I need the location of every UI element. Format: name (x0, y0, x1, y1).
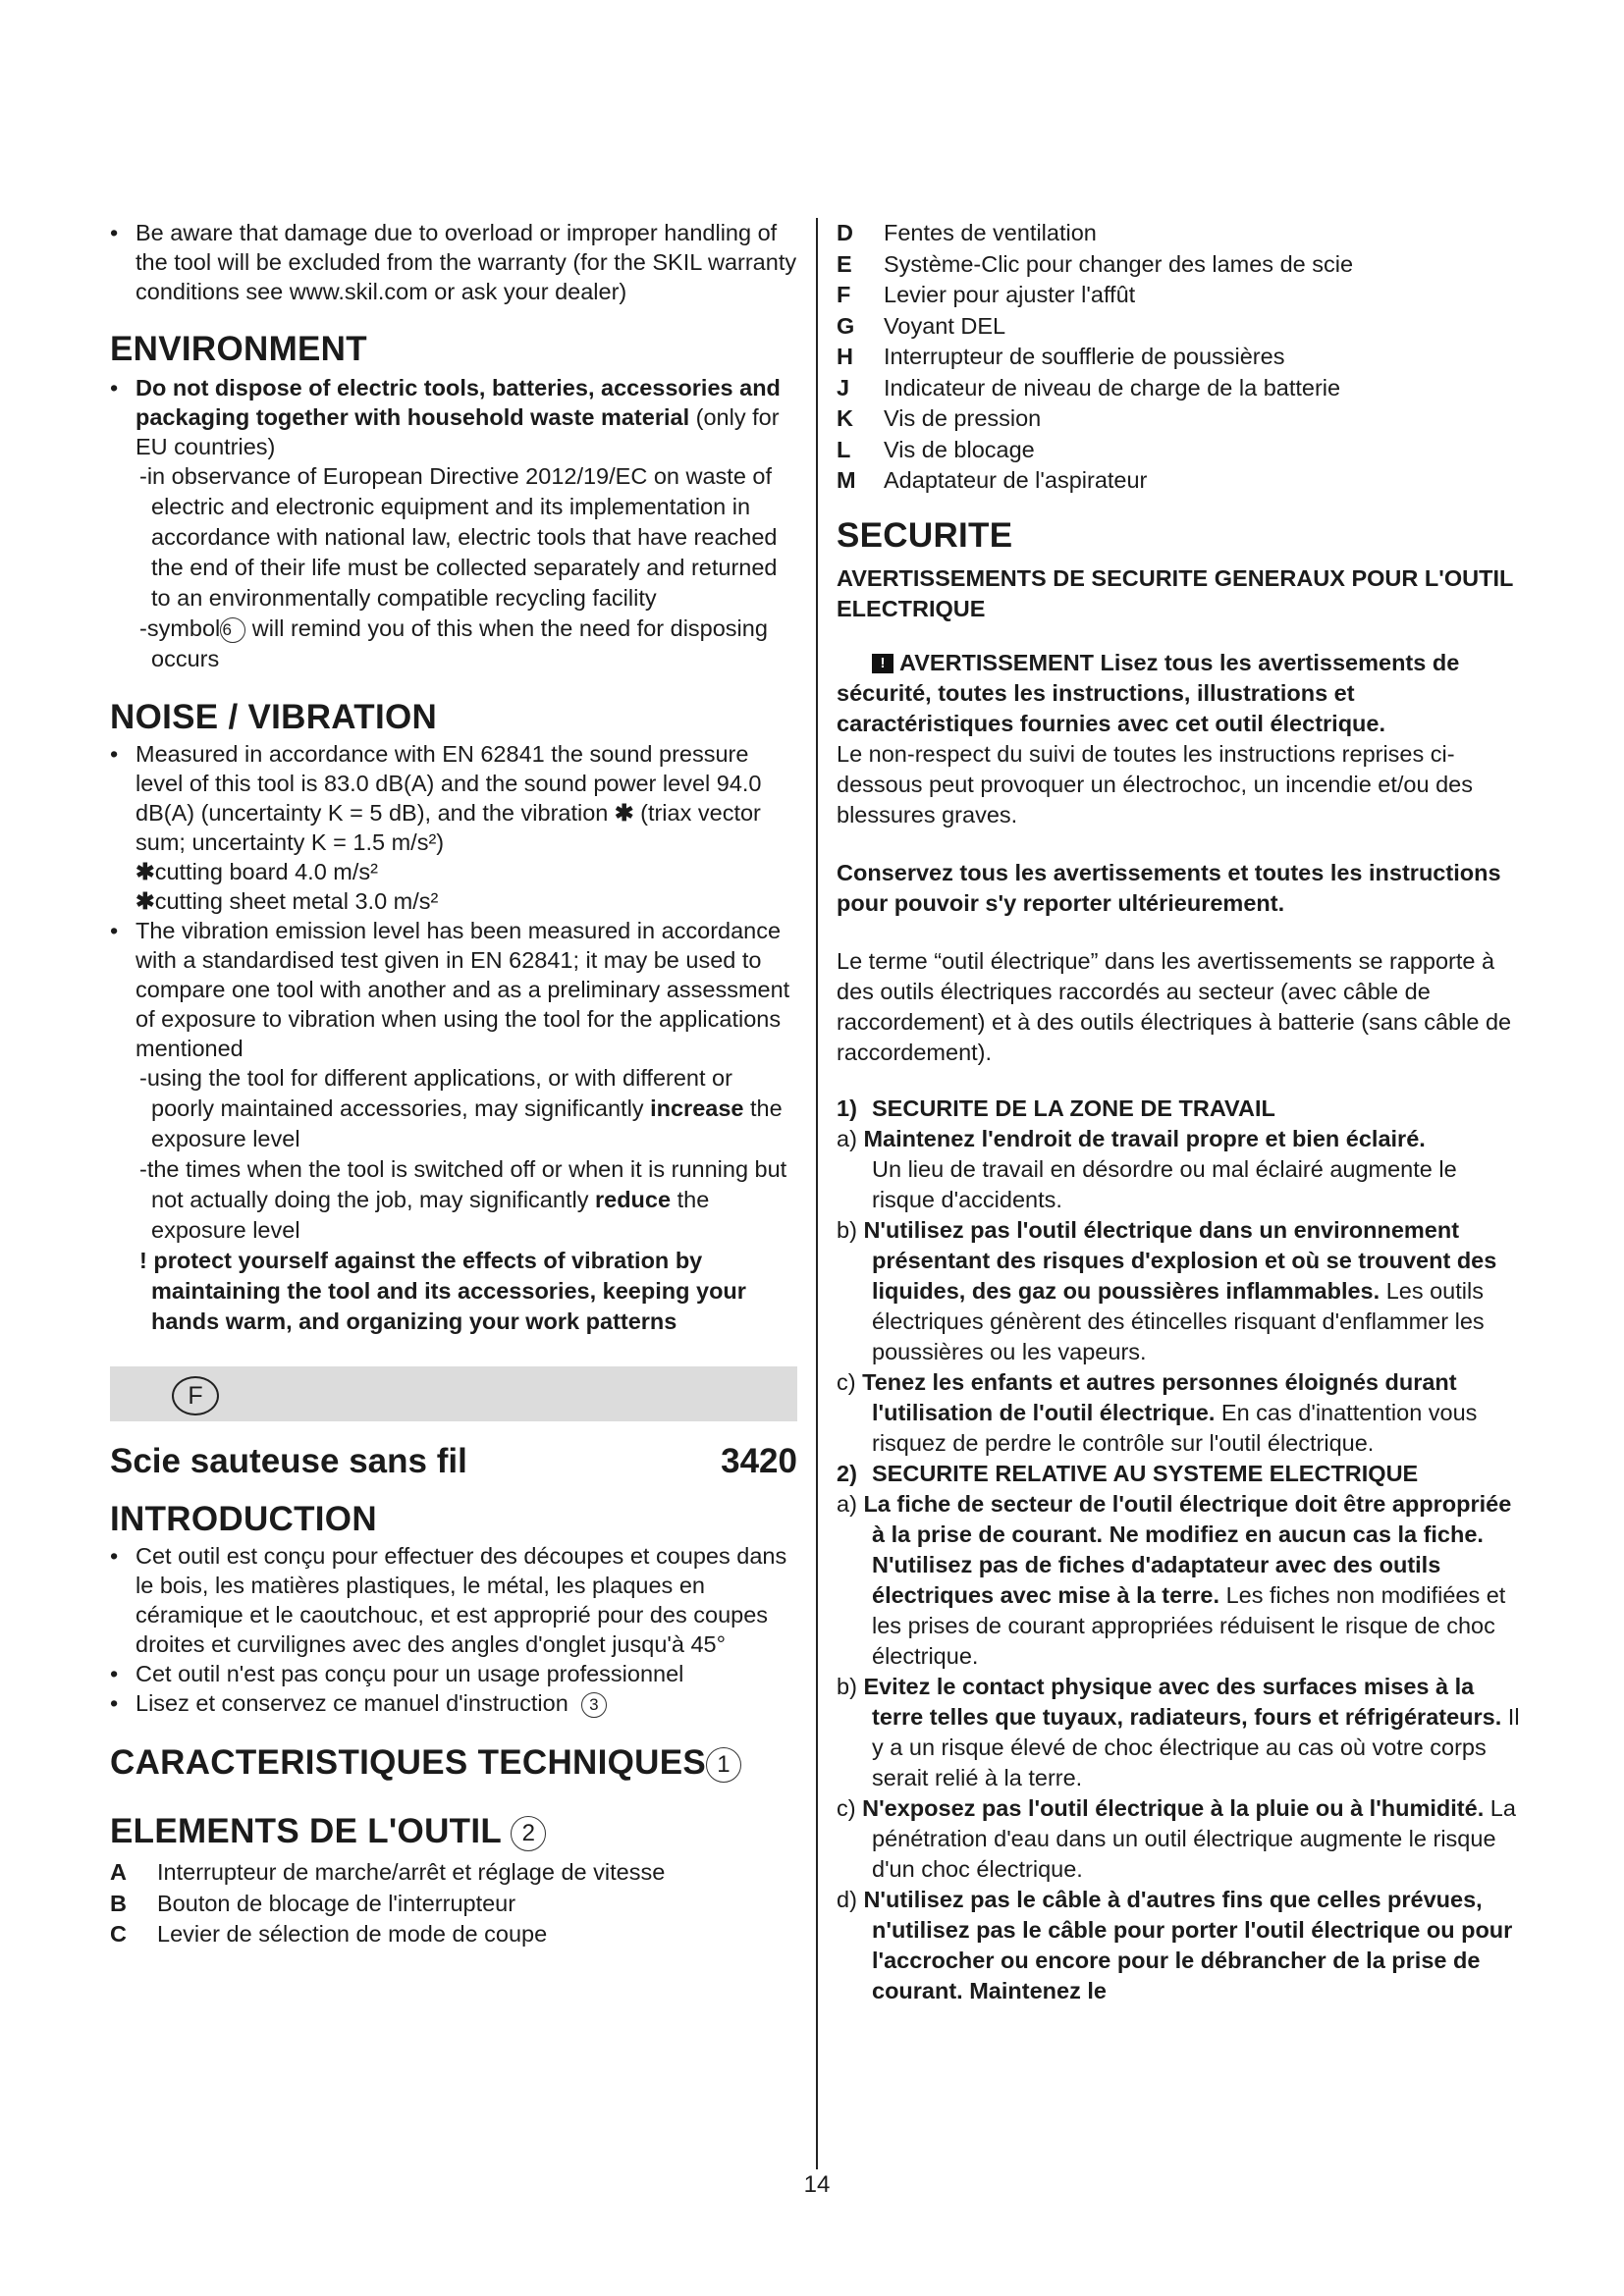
environment-heading: ENVIRONMENT (110, 330, 367, 368)
intro-bullet-3: • Lisez et conservez ce manuel d'instruction 3 (110, 1688, 797, 1718)
noise-sub1: -using the tool for different applications, or with different or poorly maintained accessories, may significantly increase the exposure level (139, 1065, 783, 1151)
recycle-symbol-ref: 6 (220, 617, 245, 643)
model-number: 3420 (721, 1442, 797, 1480)
list-item: G Voyant DEL (837, 312, 1006, 339)
noise-bullet-1: • Measured in accordance with EN 62841 the sound pressure level of this tool is 83.0 dB(A) and the sound power level 94.0 dB(A) (uncertainty K = 5 dB), and the vibration ✱ (triax vector sum; uncertainty K = 1.5 m/s²) ✱cutting board 4.0 m/s² ✱cutting sheet metal 3.0 m/s² (110, 739, 797, 916)
parts-list-left (110, 1857, 797, 1950)
warranty-bullet: • Be aware that damage due to overload or improper handling of the tool will be excluded from the warranty (for the SKIL warranty conditions see www.skil.com or ask your dealer) (110, 218, 797, 306)
list-item: M Adaptateur de l'aspirateur (837, 467, 1148, 493)
conserve-notice: Conservez tous les avertissements et toutes les instructions pour pouvoir s'y reporter ultérieurement. (837, 859, 1501, 916)
list-item: F Levier pour ajuster l'affût (837, 282, 1136, 307)
list-item: c) N'exposez pas l'outil électrique à la pluie ou à l'humidité. La pénétration d'eau dans un outil électrique augmente le risque d'un choc électrique. (837, 1794, 1516, 1882)
list-item: B Bouton de blocage de l'interrupteur (110, 1890, 516, 1916)
list-item: c) Tenez les enfants et autres personnes éloignés durant l'utilisation de l'outil électrique. En cas d'inattention vous risquez de perdre le contrôle sur l'outil électrique. (837, 1368, 1478, 1456)
star-icon: ✱ (135, 888, 155, 914)
list-item: A Interrupteur de marche/arrêt et réglage de vitesse (110, 1859, 666, 1885)
terme-paragraph: Le terme “outil électrique” dans les avertissements se rapporte à des outils électriques raccordés au secteur (avec câble de raccordement) et à des outils électriques à batterie (sans câble de raccordement). (837, 947, 1512, 1065)
right-column (837, 218, 1524, 2006)
language-band (110, 1366, 797, 1421)
warning-block: ! AVERTISSEMENT Lisez tous les avertissements de sécurité, toutes les instructions, illustrations et caractéristiques fournies avec cet outil électrique. Le non-respect du suivi de toutes les instructions reprises ci-dessous peut provoquer un électrochoc, un incendie et/ou des blessures graves. (837, 649, 1473, 828)
elements-heading: ELEMENTS DE L'OUTIL 2 (110, 1810, 797, 1853)
list-item: J Indicateur de niveau de charge de la batterie (837, 374, 1341, 400)
intro-bullet-1: • Cet outil est conçu pour effectuer des découpes et coupes dans le bois, les matières plastiques, le métal, les plaques en céramique et le caoutchouc, et est approprié pour des coupes droites et curvilignes avec des angles d'onglet jusqu'à 45° (110, 1541, 797, 1659)
star-icon: ✱ (614, 800, 634, 826)
list-item: C Levier de sélection de mode de coupe (110, 1921, 548, 1947)
section-2-title: 2) SECURITE RELATIVE AU SYSTEME ELECTRIQUE (837, 1460, 1419, 1486)
list-item: a) Maintenez l'endroit de travail propre et bien éclairé. Un lieu de travail en désordre ou mal éclairé augmente le risque d'accidents. (837, 1125, 1457, 1212)
elements-symbol-ref: 2 (511, 1816, 546, 1851)
column-divider (816, 218, 818, 2169)
list-item: b) Evitez le contact physique avec des surfaces mises à la terre telles que tuyaux, radiateurs, fours et réfrigérateurs. Il y a un risque élevé de choc électrique au cas où votre corps serait relié à la terre. (837, 1673, 1520, 1790)
list-item: d) N'utilisez pas le câble à d'autres fins que celles prévues, n'utilisez pas le câble pour porter l'outil électrique ou pour l'accrocher ou encore pour le débrancher de la prise de courant. Maintenez le (837, 1886, 1513, 2003)
list-item: H Interrupteur de soufflerie de poussières (837, 344, 1285, 369)
list-item: K Vis de pression (837, 405, 1042, 431)
noise-bullet-2: • The vibration emission level has been measured in accordance with a standardised test given in EN 62841; it may be used to compare one tool with another and as a preliminary assessment of exposure to vibration when using the tool for the applications mentioned (110, 916, 797, 1063)
manual-symbol-ref: 3 (581, 1692, 607, 1718)
parts-list-right (837, 218, 1524, 497)
introduction-heading: INTRODUCTION (110, 1500, 377, 1538)
environment-bullet: • Do not dispose of electric tools, batteries, accessories and packaging together with household waste material (only for EU countries) (110, 373, 797, 461)
noise-sub2: -the times when the tool is switched off or when it is running but not actually doing the job, may significantly reduce the exposure level (139, 1156, 787, 1243)
noise-heading: NOISE / VIBRATION (110, 698, 438, 736)
left-column (110, 218, 797, 1950)
product-title-row (110, 1443, 797, 1480)
list-item: a) La fiche de secteur de l'outil électrique doit être appropriée à la prise de courant. Ne modifiez en aucun cas la fiche. N'utilisez pas de fiches d'adaptateur avec des outils électriques avec mise à la terre. Les fiches non modifiées et les prises de courant appropriées réduisent le risque de choc électrique. (837, 1490, 1512, 1669)
list-item: L Vis de blocage (837, 436, 1035, 462)
environment-sub1: -in observance of European Directive 2012/19/EC on waste of electric and electronic equipment and its implementation in accordance with national law, electric tools that have reached the end of their life must be collected separately and returned to an environmentally compatible recycling facility (139, 463, 778, 611)
specs-heading: CARACTERISTIQUES TECHNIQUES 1 (110, 1741, 797, 1785)
general-warnings-heading: AVERTISSEMENTS DE SECURITE GENERAUX POUR L'OUTIL ELECTRIQUE (837, 564, 1513, 621)
page-number: 14 (803, 2171, 831, 2198)
warning-triangle-icon: ! (872, 654, 893, 673)
securite-heading: SECURITE (837, 515, 1013, 555)
environment-sub2: -symbol 6 will remind you of this when the need for disposing occurs (139, 615, 768, 671)
product-title: Scie sauteuse sans fil (110, 1442, 467, 1480)
noise-protect: ! protect yourself against the effects of vibration by maintaining the tool and its accessories, keeping your hands warm, and organizing your work patterns (139, 1248, 746, 1334)
intro-bullet-2: • Cet outil n'est pas conçu pour un usage professionnel (110, 1659, 797, 1688)
star-icon: ✱ (135, 859, 155, 884)
list-item: E Système-Clic pour changer des lames de scie (837, 250, 1354, 277)
language-badge: F (172, 1376, 219, 1415)
list-item: D Fentes de ventilation (837, 220, 1097, 245)
list-item: b) N'utilisez pas l'outil électrique dans un environnement présentant des risques d'explosion et où se trouvent des liquides, des gaz ou poussières inflammables. Les outils électriques génèrent des étincelles risquant d'enflammer les poussières ou les vapeurs. (837, 1216, 1497, 1364)
specs-symbol-ref: 1 (706, 1747, 741, 1783)
section-1-title: 1) SECURITE DE LA ZONE DE TRAVAIL (837, 1095, 1275, 1121)
